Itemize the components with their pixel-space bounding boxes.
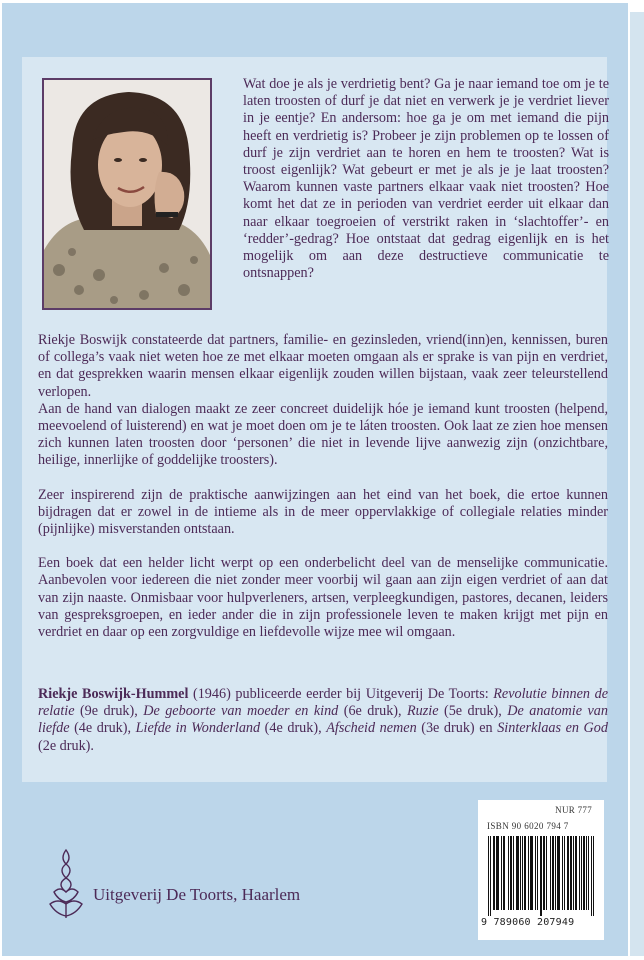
- isbn-number: ISBN 90 6020 794 7: [487, 821, 569, 831]
- description-paragraph-3: Zeer inspirerend zijn de praktische aanwijzingen aan het eind van het boek, die ertoe kunnen bijdragen dat er zowel in de intieme als in de meer oppervlakkige of collegiale relaties minder (pijnlijke) misverstanden ontstaan.: [38, 486, 608, 538]
- book-title: De geboorte van moeder en kind: [143, 703, 339, 720]
- description: [38, 332, 608, 641]
- edition: (9e druk),: [74, 703, 144, 720]
- edition: (3e druk) en: [416, 720, 498, 737]
- edition: (5e druk),: [438, 703, 508, 720]
- description-paragraph-1: Riekje Boswijk constateerde dat partners, familie- en gezinsleden, vriend(inn)en, kennissen, buren of collega’s vaak niet weten hoe ze met elkaar moeten omgaan als er sprake is van pijn en verdriet, en dat gesprekken waarin mensen elkaar eigenlijk zouden willen bijstaan, vaak zeer teleurstellend verlopen.: [38, 332, 608, 400]
- torch-logo-icon: [46, 848, 86, 920]
- book-title: Revolutie binnen de relatie: [38, 686, 608, 720]
- book-title: Afscheid nemen: [326, 720, 417, 737]
- ean-number: 9 789060 207949: [481, 917, 575, 928]
- author-photo: [42, 78, 212, 310]
- author-bio-text: (1946) publiceerde eerder bij Uitgeverij De Toorts:: [188, 686, 494, 702]
- book-title: Ruzie: [407, 703, 439, 720]
- edition: (6e druk),: [338, 703, 407, 720]
- nur-code: NUR 777: [555, 805, 592, 815]
- author-name: Riekje Boswijk-Hummel: [38, 686, 189, 702]
- edition: (4e druk),: [69, 720, 136, 737]
- book-title: Liefde in Wonderland: [135, 720, 261, 737]
- publisher-name: Uitgeverij De Toorts, Haarlem: [93, 885, 301, 904]
- barcode-label: [478, 800, 604, 940]
- portrait-photo: [44, 80, 210, 308]
- edition: (4e druk),: [260, 720, 327, 737]
- intro-paragraph: Wat doe je als je verdrietig bent? Ga je naar iemand toe om je te laten troosten of durf je dat niet en verwerk je je verdriet liever in je eentje? En andersom: hoe ga je om met iemand die pijn heeft en verdrietig is? Probeer je zijn problemen op te lossen of durf je zijn verdriet aan te horen en hem te troosten? Wat is troost eigenlijk? Wat gebeurt er met je als je je laat troosten? Waarom kunnen vaste partners elkaar vaak niet troosten? Hoe komt het dat ze in perioden van verdriet eerder uit elkaar dan naar elkaar toegroeien of verstrikt raken in ‘slachtoffer’- en ‘redder’-gedrag? Hoe ontstaat dat gedrag eigenlijk en is het mogelijk om aan deze destructieve communicatie te ontsnappen?: [243, 76, 609, 282]
- edition: (2e druk).: [38, 737, 94, 754]
- book-title: De anatomie van liefde: [38, 703, 608, 737]
- author-bio: [38, 686, 608, 755]
- description-paragraph-2: Aan de hand van dialogen maakt ze zeer concreet duidelijk hóe je iemand kunt troosten (helpend, meevoelend of luisterend) en wat je moet doen om je te láten troosten. Ook laat ze zien hoe mensen zich kunnen laten troosten door ‘personen’ die niet in levende lijve aanwezig zijn (onzichtbare, heilige, innerlijke of goddelijke troosters).: [38, 400, 608, 469]
- barcode-icon: [488, 836, 594, 916]
- book-title: Sinterklaas en God: [497, 720, 608, 737]
- page-edge: [630, 12, 644, 956]
- description-paragraph-4: Een boek dat een helder licht werpt op een onderbelicht deel van de menselijke communicatie. Aanbevolen voor iedereen die niet zonder meer voorbij wil gaan aan zijn eigen verdriet of aan dat van zijn naaste. Onmisbaar voor hulpverleners, artsen, verpleegkundigen, pastores, decanen, leiders van gespreksgroepen, en ieder ander die in zijn professionele leven te maken krijgt met pijn en verdriet en daar op een zorgvuldige en liefdevolle wijze mee wil omgaan.: [38, 555, 608, 641]
